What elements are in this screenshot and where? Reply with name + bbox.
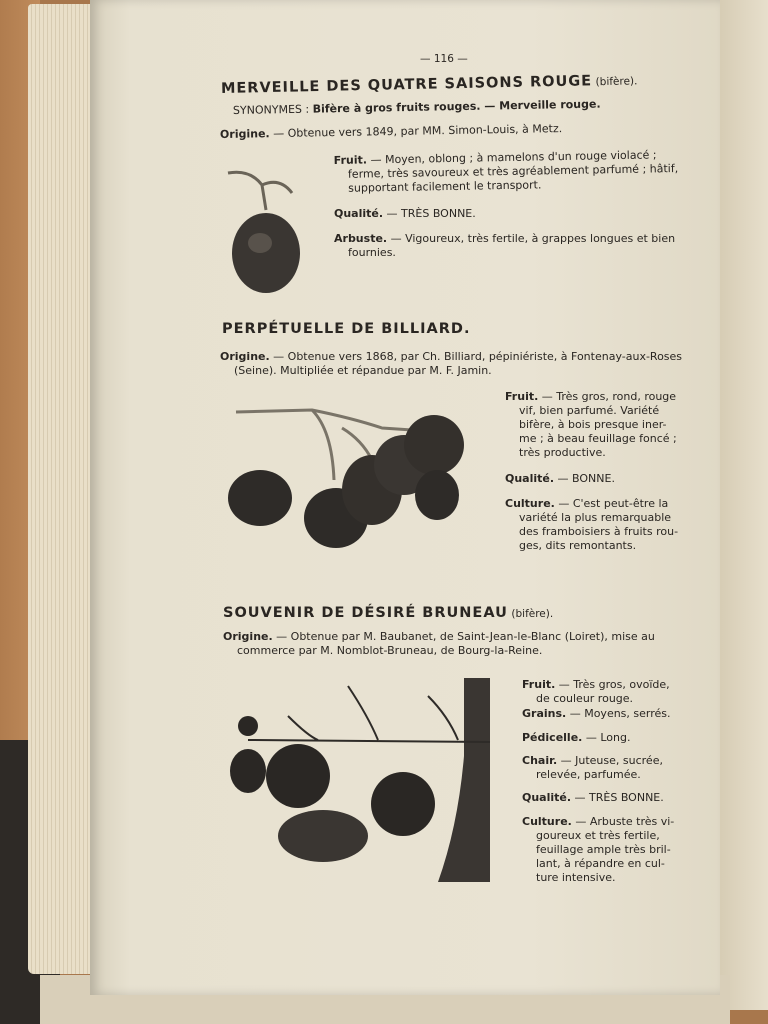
field-text: — C'est peut-être la [554, 497, 669, 510]
field-text: — TRÈS BONNE. [383, 207, 476, 220]
entry-title: MERVEILLE DES QUATRE SAISONS ROUGE [220, 73, 593, 97]
raspberry-illustration-3 [228, 676, 492, 884]
synonyms-text: Bifère à gros fruits rouges. — Merveille rouge. [312, 97, 601, 116]
field-label: Chair. [522, 754, 558, 767]
field-text: des framboisiers à fruits rou- [519, 525, 679, 538]
field-label: Qualité. [334, 207, 384, 220]
field-text: — Juteuse, sucrée, [557, 754, 663, 767]
field-text: goureux et très fertile, [536, 829, 660, 842]
entry-1-origin [220, 122, 562, 142]
entry-3-heading [223, 606, 553, 621]
field-text: fournies. [348, 246, 396, 259]
field-text: ture intensive. [536, 871, 616, 884]
raspberry-illustration-2 [222, 400, 472, 555]
field-label: Fruit. [522, 678, 556, 691]
field-label: Pédicelle. [522, 731, 583, 744]
entry-3-grains [522, 707, 671, 721]
entry-2-quality [505, 472, 615, 486]
book-page [90, 0, 720, 995]
entry-3-culture [522, 815, 674, 885]
entry-title: SOUVENIR DE DÉSIRÉ BRUNEAU [223, 605, 508, 621]
field-text: bifère, à bois presque iner- [519, 418, 667, 431]
field-text: supportant facilement le transport. [348, 178, 542, 195]
field-text: relevée, parfumée. [536, 768, 641, 781]
field-text: de couleur rouge. [536, 692, 634, 705]
field-text: — Très gros, rond, rouge [538, 390, 677, 403]
field-text: lant, à répandre en cul- [536, 857, 665, 870]
field-text: ges, dits remontants. [519, 539, 637, 552]
page-number: — 116 — [420, 53, 468, 65]
field-text: — Arbuste très vi- [571, 815, 675, 828]
entry-2-origin [220, 350, 682, 378]
field-text: — Vigoureux, très fertile, à grappes longues et bien [387, 232, 676, 245]
origin-text: — Obtenue par M. Baubanet, de Saint-Jean-le-Blanc (Loiret), mise au [272, 630, 655, 643]
entry-1-synonyms [233, 98, 601, 118]
field-text: variété la plus remarquable [519, 511, 672, 524]
field-label: Fruit. [333, 153, 368, 168]
entry-1-heading [221, 73, 638, 97]
field-text: ferme, très savoureux et très agréablement parfumé ; hâtif, [347, 161, 679, 181]
field-label: Fruit. [505, 390, 539, 403]
field-label: Culture. [505, 497, 555, 510]
entry-3-quality [522, 791, 664, 805]
origin-label: Origine. [223, 630, 273, 643]
entry-2-title: PERPÉTUELLE DE BILLIARD. [222, 321, 471, 337]
field-text: — Très gros, ovoïde, [555, 678, 670, 691]
entry-1-fruit [334, 148, 679, 196]
entry-1-shrub [334, 232, 675, 260]
field-text: — Moyens, serrés. [566, 707, 671, 720]
book-page-edges [28, 4, 98, 974]
origin-text: (Seine). Multipliée et répandue par M. F. Jamin. [234, 364, 492, 377]
synonyms-label: SYNONYMES : [232, 102, 310, 117]
field-text: — Long. [582, 731, 631, 744]
field-text: me ; à beau feuillage foncé ; [519, 432, 677, 445]
entry-3-pedicel [522, 731, 630, 745]
field-label: Arbuste. [334, 232, 388, 245]
origin-text: — Obtenue vers 1868, par Ch. Billiard, pépiniériste, à Fontenay-aux-Roses [269, 350, 683, 363]
origin-label: Origine. [219, 127, 270, 141]
entry-1-quality [334, 207, 476, 221]
entry-title-note: (bifère). [511, 608, 554, 620]
origin-text: commerce par M. Nomblot-Bruneau, de Bourg-la-Reine. [237, 644, 543, 657]
field-text: feuillage ample très bril- [536, 843, 671, 856]
field-label: Culture. [522, 815, 572, 828]
entry-2-culture [505, 497, 678, 553]
field-text: — Moyen, oblong ; à mamelons d'un rouge violacé ; [366, 148, 657, 167]
entry-2-fruit [505, 390, 677, 460]
entry-3-fruit [522, 678, 670, 706]
entry-title-note: (bifère). [595, 75, 638, 89]
field-text: — TRÈS BONNE. [571, 791, 664, 804]
origin-label: Origine. [220, 350, 270, 363]
field-label: Qualité. [522, 791, 572, 804]
field-label: Grains. [522, 707, 567, 720]
raspberry-illustration-1 [220, 165, 310, 300]
field-text: très productive. [519, 446, 606, 459]
entry-3-flesh [522, 754, 663, 782]
field-text: vif, bien parfumé. Variété [519, 404, 660, 417]
field-text: — BONNE. [554, 472, 615, 485]
origin-text: — Obtenue vers 1849, par MM. Simon-Louis, à Metz. [269, 122, 563, 141]
entry-3-origin [223, 630, 655, 658]
field-label: Qualité. [505, 472, 555, 485]
